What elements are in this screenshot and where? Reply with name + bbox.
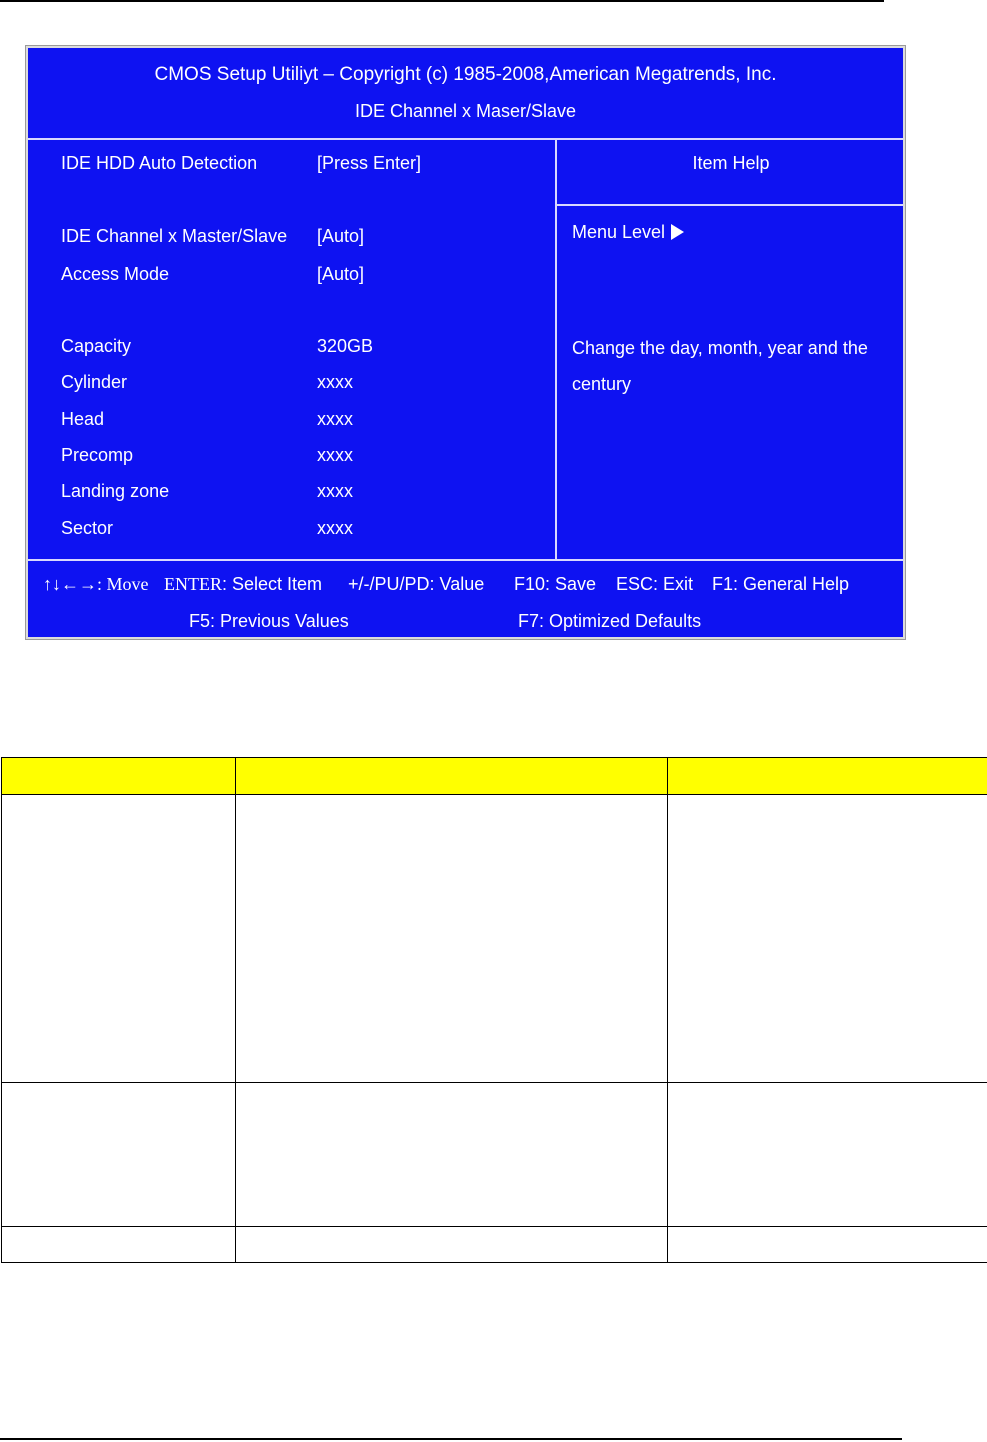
table-header-row bbox=[2, 758, 987, 795]
item-help-header: Item Help bbox=[692, 153, 770, 173]
value-sector: xxxx bbox=[317, 518, 353, 538]
label-head: Head bbox=[61, 409, 105, 429]
value-landing-zone: xxxx bbox=[317, 481, 353, 501]
value-precomp: xxxx bbox=[317, 445, 353, 465]
value-cylinder: xxxx bbox=[317, 372, 353, 392]
footer-previous-values: F5: Previous Values bbox=[189, 611, 349, 631]
table-cell bbox=[236, 1083, 668, 1227]
table-cell bbox=[2, 1227, 236, 1263]
bios-title: CMOS Setup Utiliyt – Copyright (c) 1985-2008,American Megatrends, Inc. bbox=[154, 64, 777, 85]
table-header-cell bbox=[236, 758, 668, 795]
label-sector: Sector bbox=[61, 518, 114, 538]
footer-rule bbox=[0, 1438, 902, 1440]
help-description: Change the day, month, year and the century bbox=[572, 338, 868, 394]
footer-enter-label: : Select Item bbox=[222, 574, 323, 594]
table-row bbox=[2, 795, 987, 1083]
triangle-right-icon bbox=[671, 224, 684, 240]
value-ide-channel[interactable]: [Auto] bbox=[317, 226, 365, 246]
bios-screen bbox=[28, 48, 903, 637]
label-precomp: Precomp bbox=[61, 445, 134, 465]
value-capacity: 320GB bbox=[317, 336, 374, 356]
value-ide-hdd-auto-detection[interactable]: [Press Enter] bbox=[317, 153, 422, 173]
footer-save: F10: Save bbox=[514, 574, 597, 594]
table-row bbox=[2, 1083, 987, 1227]
footer-enter-key: ENTER bbox=[164, 574, 222, 594]
divider bbox=[555, 138, 557, 559]
table-header-cell bbox=[668, 758, 987, 795]
footer-value: +/-/PU/PD: Value bbox=[348, 574, 485, 594]
header-rule bbox=[0, 0, 884, 2]
menu-item-ide-hdd-auto-detection[interactable]: IDE HDD Auto Detection bbox=[61, 153, 258, 173]
menu-level-label: Menu Level bbox=[572, 222, 666, 242]
value-head: xxxx bbox=[317, 409, 353, 429]
table-cell bbox=[2, 795, 236, 1083]
table-cell bbox=[236, 795, 668, 1083]
table-cell bbox=[236, 1227, 668, 1263]
menu-level bbox=[572, 221, 684, 243]
table-cell bbox=[2, 1083, 236, 1227]
table-cell bbox=[668, 795, 987, 1083]
menu-item-access-mode[interactable]: Access Mode bbox=[61, 264, 170, 284]
footer-enter bbox=[164, 573, 322, 595]
table-header-cell bbox=[2, 758, 236, 795]
footer-move-label: : Move bbox=[97, 574, 149, 594]
bios-subtitle: IDE Channel x Maser/Slave bbox=[354, 101, 577, 121]
description-table bbox=[1, 757, 987, 1263]
value-access-mode[interactable]: [Auto] bbox=[317, 264, 365, 284]
footer-optimized-defaults: F7: Optimized Defaults bbox=[518, 611, 702, 631]
bios-screenshot bbox=[25, 45, 906, 640]
arrow-keys-icon: ↑↓←→ bbox=[43, 574, 97, 594]
label-capacity: Capacity bbox=[61, 336, 132, 356]
divider bbox=[28, 138, 903, 140]
table-cell bbox=[668, 1083, 987, 1227]
label-landing-zone: Landing zone bbox=[61, 481, 170, 501]
footer-help: F1: General Help bbox=[712, 574, 850, 594]
footer-exit: ESC: Exit bbox=[616, 574, 694, 594]
divider bbox=[28, 559, 903, 561]
footer-move bbox=[43, 573, 149, 595]
table-row bbox=[2, 1227, 987, 1263]
label-cylinder: Cylinder bbox=[61, 372, 128, 392]
divider bbox=[557, 204, 903, 206]
table-cell bbox=[668, 1227, 987, 1263]
menu-item-ide-channel[interactable]: IDE Channel x Master/Slave bbox=[61, 226, 288, 246]
